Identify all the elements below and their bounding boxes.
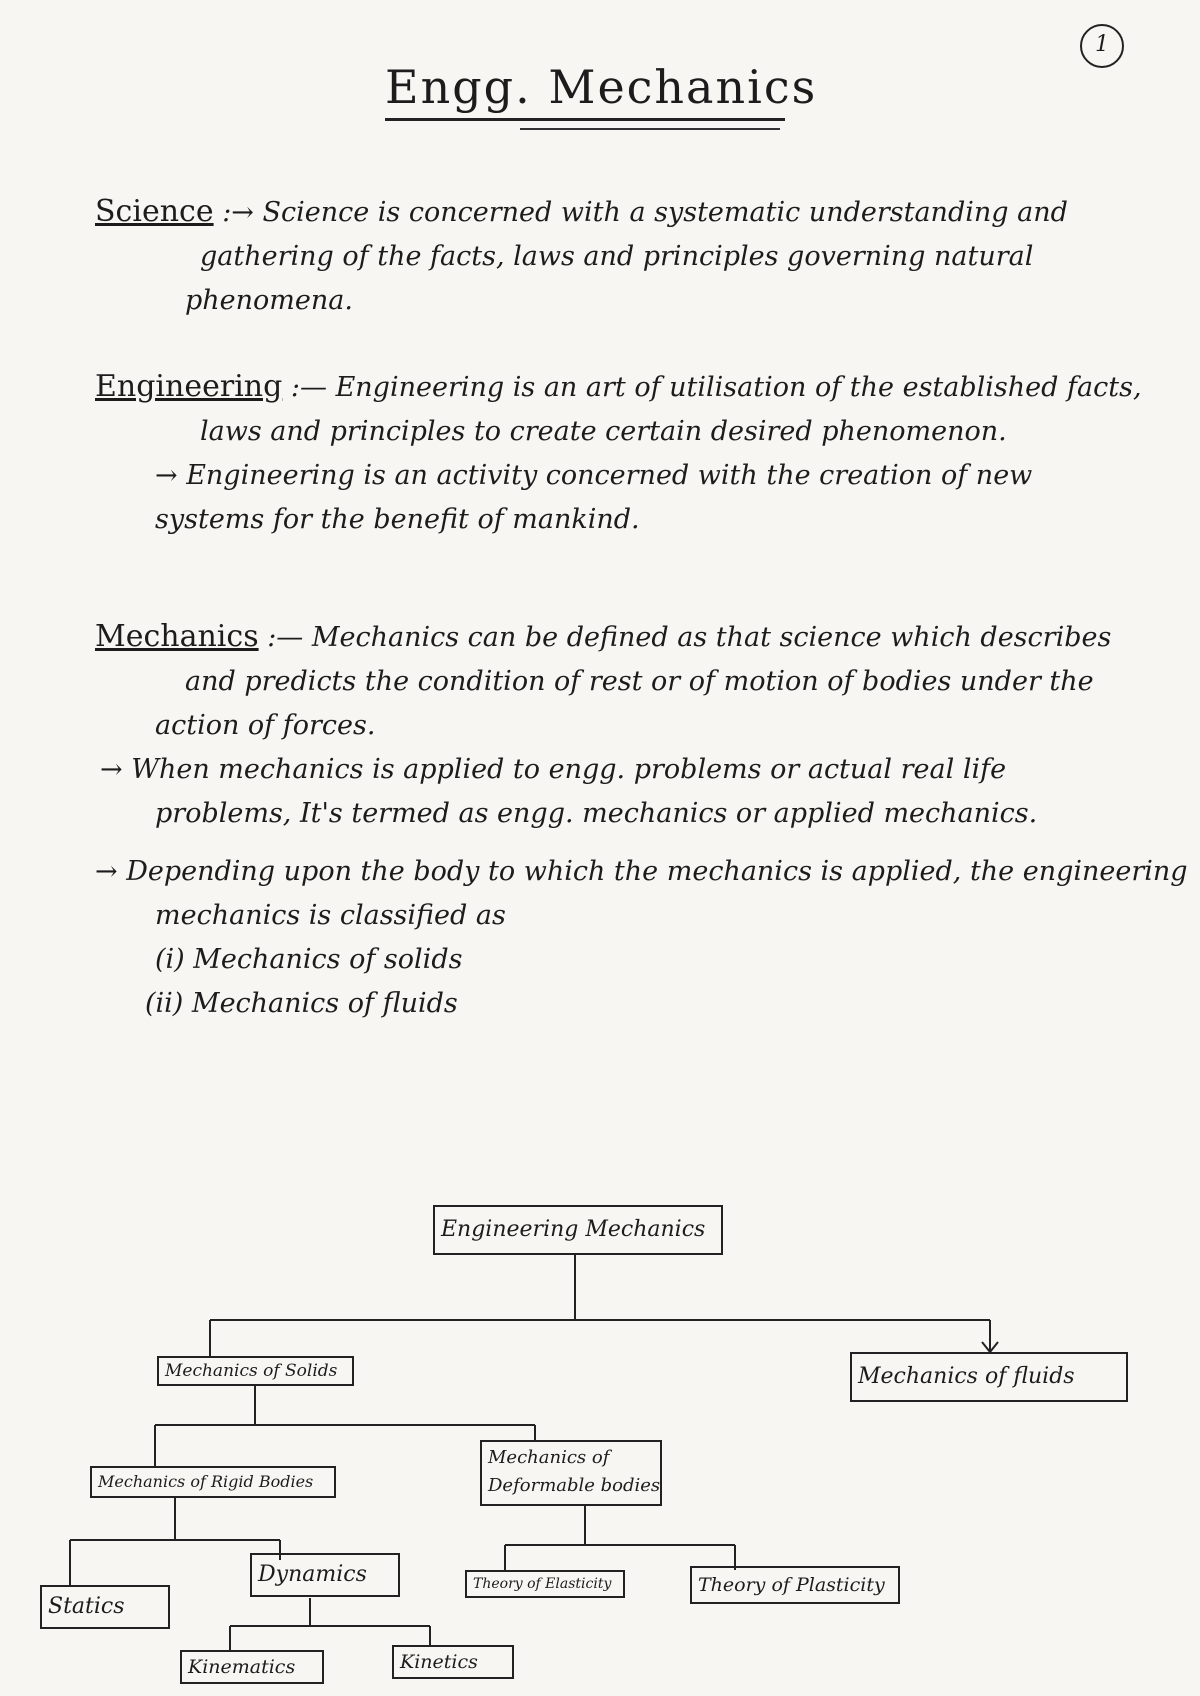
mechanics-line-1: :— Mechanics can be defined as that science which describes bbox=[267, 622, 1112, 653]
engineering-line-4: systems for the benefit of mankind. bbox=[155, 504, 640, 535]
mechanics-line-6: → Depending upon the body to which the mechanics is applied, the engineering bbox=[95, 856, 1188, 887]
mechanics-line-2: and predicts the condition of rest or of motion of bodies under the bbox=[185, 666, 1094, 697]
engineering-line-1: :— Engineering is an art of utilisation of the established facts, bbox=[290, 372, 1142, 403]
engineering-term: Engineering bbox=[95, 369, 283, 404]
mechanics-line-3: action of forces. bbox=[155, 710, 376, 741]
tree-node-dynamics: Dynamics bbox=[250, 1553, 400, 1597]
tree-node-kinematics: Kinematics bbox=[180, 1650, 324, 1684]
mechanics-term: Mechanics bbox=[95, 619, 259, 654]
page-title: Engg. Mechanics bbox=[385, 60, 818, 114]
tree-node-deformable-line-1: Mechanics of bbox=[488, 1447, 610, 1468]
tree-node-plasticity: Theory of Plasticity bbox=[690, 1566, 900, 1604]
tree-node-kinetics: Kinetics bbox=[392, 1645, 514, 1679]
tree-node-rigid: Mechanics of Rigid Bodies bbox=[90, 1466, 336, 1498]
tree-node-elasticity: Theory of Elasticity bbox=[465, 1570, 625, 1598]
mechanics-line-4: → When mechanics is applied to engg. problems or actual real life bbox=[100, 754, 1007, 785]
tree-node-deformable-line-2: Deformable bodies bbox=[488, 1475, 661, 1496]
tree-node-root: Engineering Mechanics bbox=[433, 1205, 723, 1255]
tree-node-fluids: Mechanics of fluids bbox=[850, 1352, 1128, 1402]
science-line-2: gathering of the facts, laws and principles governing natural bbox=[200, 241, 1034, 272]
science-term: Science bbox=[95, 194, 214, 229]
classification-item-1: (i) Mechanics of solids bbox=[155, 944, 463, 975]
engineering-line-2: laws and principles to create certain desired phenomenon. bbox=[200, 416, 1007, 447]
tree-node-deformable bbox=[480, 1440, 662, 1506]
tree-node-solids: Mechanics of Solids bbox=[157, 1356, 354, 1386]
science-line-3: phenomena. bbox=[185, 285, 353, 316]
engineering-line-3: → Engineering is an activity concerned with the creation of new bbox=[155, 460, 1033, 491]
tree-node-statics: Statics bbox=[40, 1585, 170, 1629]
page-number: 1 bbox=[1080, 24, 1124, 68]
mechanics-line-7: mechanics is classified as bbox=[155, 900, 506, 931]
science-line-1: :→ Science is concerned with a systematic understanding and bbox=[222, 197, 1068, 228]
classification-item-2: (ii) Mechanics of fluids bbox=[145, 988, 458, 1019]
mechanics-line-5: problems, It's termed as engg. mechanics or applied mechanics. bbox=[155, 798, 1038, 829]
